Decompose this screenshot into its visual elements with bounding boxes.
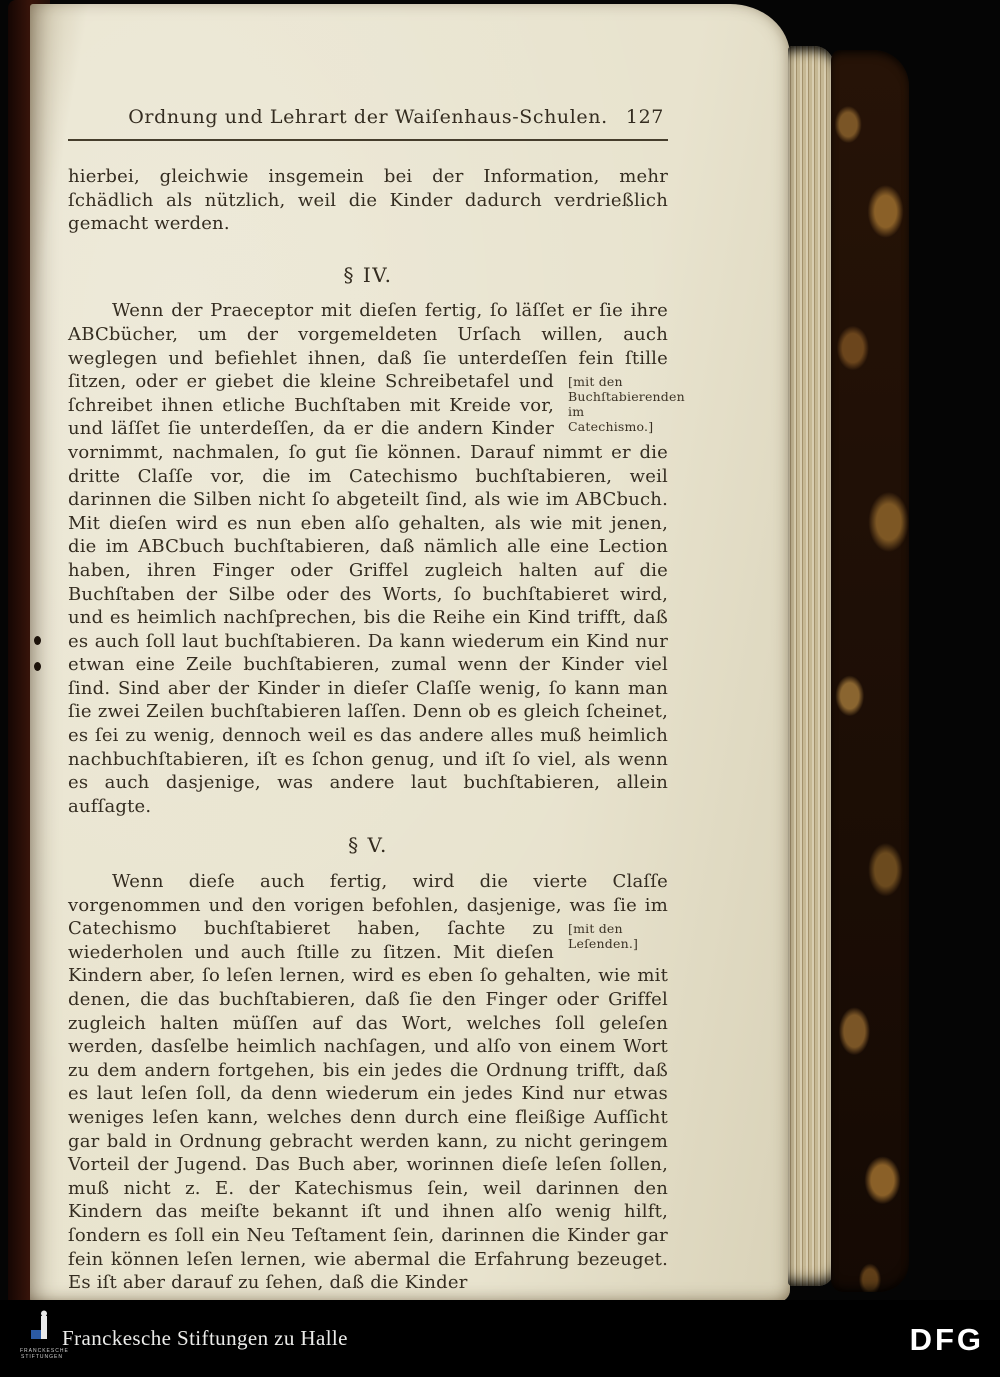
book-page	[30, 4, 790, 1302]
margin-note-catechismo: [mit den Buchſtabierenden im Catechismo.]	[568, 374, 685, 435]
logo-caption-line1: FRANCKESCHE	[20, 1348, 69, 1354]
margin-note-lesenden: [mit den Leſenden.]	[568, 921, 639, 952]
section-iv-text-rest: er giebet die kleine Schreibetafel und ſchreibet ihnen etliche Buchſtaben mit Kreide vor, und läſſet ſie unterdeſſen, da er die andern Kinder vornimmt, nachmalen, ſo gut ſie können. Darauf nimmt er die dritte Claſſe vor, die im Catechismo buchſtabieren, weil darinnen die Silben nicht ſo abgeteilt ſind, als wie im ABCbuch. Mit dieſen wird es nun eben alſo gehalten, als wie mit jenen, die im ABCbuch buchſtabieren, daß nämlich alle eine Lection haben, ihren Finger oder Griffel zugleich halten auf die Buchſtaben der Silbe oder des Worts, ſo buchſtabieret wird, und es heimlich nachſprechen, bis die Reihe ein Kind trifft, daß es auch ſoll laut buchſtabieren. Da kann wiederum ein Kind nur etwan eine Zeile buchſtabieren, zumal wenn der Kinder viel ſind. Sind aber der Kinder in dieſer Claſſe wenig, ſo kann man ſie zwei Zeilen buchſtabieren laſſen. Denn ob es gleich ſcheinet, es ſei zu wenig, dennoch weil es das andere alles muß heimlich nachbuchſtabieren, iſt es ſchon genug, und iſt ſo viel, als wenn es auch dasjenige, was andere laut buchſtabieren, allein aufſagte.	[68, 371, 668, 817]
institution-name: Franckesche Stiftungen zu Halle	[62, 1326, 348, 1350]
dfg-logo: DFG	[909, 1322, 984, 1357]
page-fore-edge-stack	[788, 46, 834, 1286]
header-rule	[68, 139, 668, 141]
franckesche-logo-icon	[29, 1310, 55, 1342]
page-text-block	[68, 4, 685, 1302]
section-iv-paragraph	[68, 299, 685, 818]
marbled-cover-edge	[831, 50, 909, 1292]
running-head	[68, 106, 668, 132]
binding-hole	[34, 662, 41, 671]
section-heading-v: § V.	[348, 833, 388, 858]
section-v-paragraph	[68, 870, 668, 1295]
intro-paragraph: hierbei, gleichwie insgemein bei der Information, mehr ſchädlich als nützlich, weil die Kinder dadurch verdrießlich gemacht werden.	[68, 166, 668, 235]
section-iv-text-start: Wenn der Praeceptor mit dieſen fertig, ſo läſſet er ſie ihre ABCbücher, um der vorgemeldeten Urſach willen, auch weglegen und befiehlet ihnen, daß ſie unterdeſſen fein ſtille ſitzen, oder	[68, 300, 668, 393]
logo-caption-line2: STIFTUNGEN	[21, 1354, 63, 1360]
binding-hole	[34, 636, 41, 645]
franckesche-stiftungen-logo	[20, 1310, 69, 1360]
running-title: Ordnung und Lehrart der Waiſenhaus-Schulen.	[128, 106, 608, 128]
section-v-text-start: Wenn dieſe auch fertig, wird die vierte Claſſe vorgenommen und den vorigen befohlen, dasjenige, was ſie im Catechismo	[68, 871, 668, 940]
section-heading-iv: § IV.	[343, 262, 393, 287]
section-v-text-rest: buchſtabieret haben, ſachte zu wiederholen und auch ſtille zu ſitzen. Mit dieſen Kindern aber, ſo leſen lernen, wird es eben ſo gehalten, wie mit denen, die das buchſtabieren, daß ſie den Finger oder Griffel zugleich halten müſſen auf das Wort, welches ſoll geleſen werden, dasſelbe heimlich nachſagen, und alſo von einem Wort zu dem andern fortgehen, bis ein jedes die Ordnung trifft, daß es laut leſen ſoll, da denn wiederum ein jedes Kind nur etwas weniges leſen kann, welches denn durch eine fleißige Aufſicht gar bald in Ordnung gebracht werden kann, zu nicht geringem Vorteil der Jugend. Das Buch aber, worinnen dieſe leſen ſollen, muß nicht z. E. der Katechismus ſein, weil darinnen den Kindern das meiſte bekannt iſt und ihnen alſo wenig hilft, ſondern es ſoll ein Neu Teſtament ſein, darinnen die Kinder gar fein können leſen lernen, wie abermal die Erfahrung bezeuget. Es iſt aber darauf zu ſehen, daß die Kinder	[68, 918, 668, 1294]
viewer-footer	[0, 1300, 1000, 1377]
page-number: 127	[625, 106, 664, 128]
